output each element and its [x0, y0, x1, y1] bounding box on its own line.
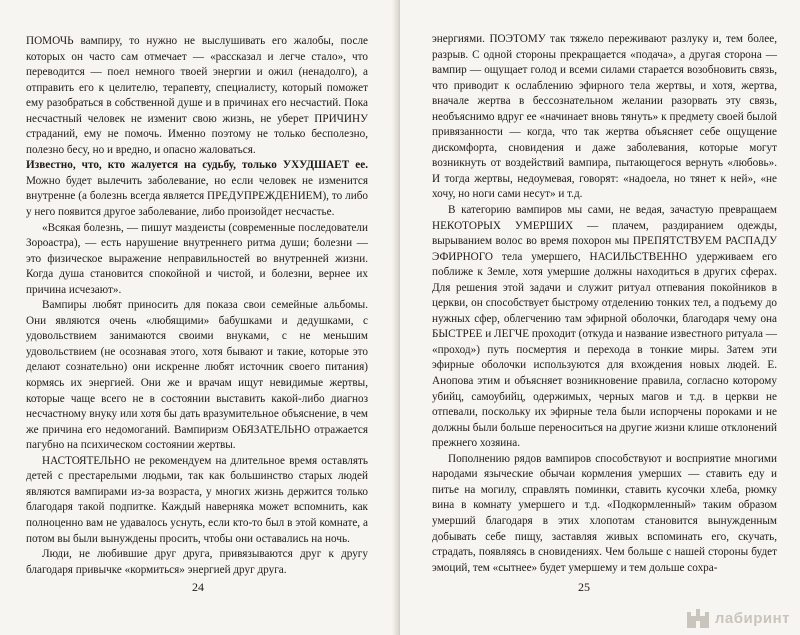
paragraph-tail: Можно будет вылечить заболевание, но если человек не изменится внутренне (а болезнь всегда является ПРЕДУПРЕЖДЕНИЕМ), то либо у него появится другое заболевание, либо произойдет несчастье.	[26, 174, 368, 219]
paragraph: Люди, не любившие друг друга, привязываются друг к другу благодаря привычке «кормиться» энергией друг друга.	[26, 548, 368, 576]
publisher-logo	[685, 607, 790, 629]
paragraph: В категорию вампиров мы сами, не ведая, зачастую превращаем НЕКОТОРЫХ УМЕРШИХ — плачем, раздиранием одежды, вырыванием волос во время похорон мы ПРЕПЯТСТВУЕМ РАСПАДУ ЭФИРНОГО тела умершего, НАСИЛЬСТВЕННО удерживаем его поближе к Земле, хотя умершие должны находиться в других сферах. Для решения этой задачи и служит ритуал отпевания покойников в церкви, он способствует быстрому отделению тонких тел, а подъему до нужных сфер, облегчению там эфирной оболочки, благодаря чему она БЫСТРЕЕ и ЛЕГЧЕ проходит (откуда и название известного ритуала — «проход») путь посмертия и перехода в тонкие миры. Затем эти эфирные оболочки используются для вхождения новых людей. Е. Анопова этим и объясняет возникновение правила, согласно которому убийц, самоубийц, одержимых, черных магов и т.д. в церкви не отпевали, поскольку их эфирные тела были испорчены пороками и не должны были больше переноситься на другие жизни клише отклонений прежнего хозяина.	[432, 204, 777, 450]
paragraph: Пополнению рядов вампиров способствуют и восприятие многими народами языческие обычаи кормления умерших — ставить еду и питье на могилу, справлять поминки, ставить кусочки хлеба, рюмку вина в комнату умершего и т.д. «Подкормленный» таким образом умерший благодаря в этих хлопотам становится вынужденным добывать себе пищу, заставляя живых вспоминать его, скучать, страдать, появляясь в сновидениях. Чем больше с нашей стороны будет эмоций, тем «сытнее» будет умершему и тем дольше сохра-	[432, 452, 777, 574]
bold-sentence: Известно, что, кто жалуется на судьбу, только УХУДШАЕТ ее.	[26, 159, 368, 172]
left-page	[0, 0, 398, 635]
paragraph-bold	[26, 158, 368, 220]
page-number: 25	[578, 580, 590, 594]
paragraph: энергиями. ПОЭТОМУ так тяжело переживают разлуку и, тем более, разрыв. С одной стороны прекращается «подача», а другая сторона — вампир — ощущает голод и всеми силами старается возобновить связь, что приводит к ослаблению эфирного тела жертвы, и хотя, жертва, вначале жертва в бессознательном желании разорвать эту связь, необъяснимо вдруг ее «начинает вновь тянуть» к предмету своей былой привязанности — когда, что так жертва объясняет себе ощущение дискомфорта, сновидения и даже заболевания, которые могут возникнуть от воздействий вампира, пытающегося вернуть «любовь». И тогда жертвы, недоумевая, говорят: «надоела, но тянет к ней», «не хочу, но ноги сами несут» и т.д.	[432, 33, 777, 201]
page-number: 24	[192, 580, 204, 594]
paragraph: НАСТОЯТЕЛЬНО не рекомендуем на длительное время оставлять детей с престарелыми людьми, так как большинство старых людей являются вампирами из-за возраста, у многих жизнь держится только благодаря такой подпитке. Каждый наверняка может вспомнить, как полноценно вам не удавалось уснуть, если кто-то был в этой комнате, а потом вы были вынуждены просить, чтобы они оставались на ночь.	[26, 454, 368, 545]
right-page-text	[432, 32, 777, 576]
castle-icon	[685, 607, 711, 629]
paragraph: «Всякая болезнь, — пишут маздеисты (современные последователи Зороастра), — есть нарушение внутреннего ритма души; болезни — это физическое выражение неправильностей во внутренней жизни. Когда душа становится спокойной и чистой, и болезни, вернее их причина исчезают».	[26, 221, 368, 296]
left-page-text	[26, 34, 368, 578]
paragraph: ПОМОЧЬ вампиру, то нужно не выслушивать его жалобы, после которых он часто сам отмечает — «рассказал и легче стало», что переводится — поел немного твоей энергии и ожил (ненадолго), а отправить его к целителю, терапевту, специалисту, который поможет ему разобраться в собственной душе и в причинах его несчастий. Пока несчастный человек не изменит свою жизнь, не уберет ПРИЧИНУ страданий, ему не помочь. Именно поэтому не только бесполезно, полезно бесу, но и вредно, и опасно жаловаться.	[26, 35, 368, 156]
publisher-logo-text: лабиринт	[714, 609, 790, 627]
paragraph: Вампиры любят приносить для показа свои семейные альбомы. Они являются очень «любящими» бабушками и дедушками, с удовольствием занимаются своими внуками, с не меньшим удовольствием (не осознавая этого, хотя бывают и такие, которые это делают сознательно) они искренне любят источник своего питания) кормясь их энергией. Они же и врачам ищут невидимые жертвы, которые чаще всего не в состоянии выставить какой-либо диагноз несчастному внуку или хотя бы дать вразумительное объяснение, в чем же причина его недомоганий. Вампиризм ОБЯЗАТЕЛЬНО отражается пагубно на психическом состоянии жертвы.	[26, 299, 368, 452]
right-page	[400, 0, 800, 635]
